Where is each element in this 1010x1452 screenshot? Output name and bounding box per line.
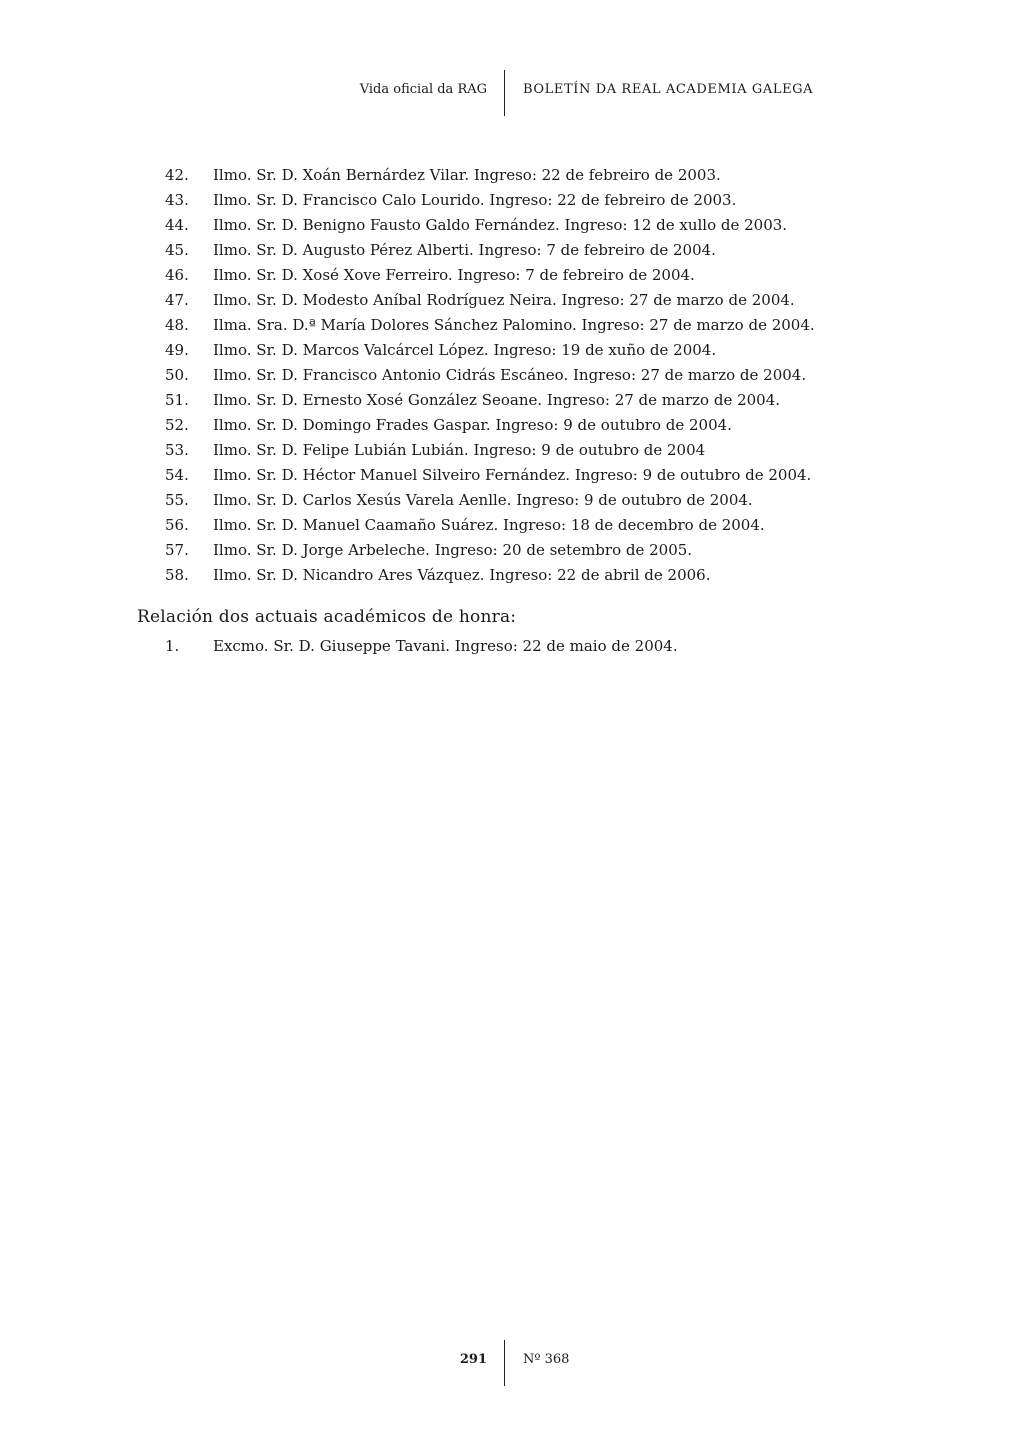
list-item [165, 634, 678, 659]
item-number: 46. [165, 266, 189, 284]
item-number: 42. [165, 166, 189, 184]
list-item [165, 213, 815, 238]
running-header-journal: BOLETÍN DA REAL ACADEMIA GALEGA [523, 82, 814, 97]
item-text: Ilmo. Sr. D. Felipe Lubián Lubián. Ingreso: 9 de outubro de 2004 [213, 441, 706, 459]
list-item [165, 288, 815, 313]
item-text: Ilmo. Sr. D. Xosé Xove Ferreiro. Ingreso: 7 de febreiro de 2004. [213, 266, 695, 284]
list-item [165, 538, 815, 563]
list-item [165, 438, 815, 463]
header-divider [504, 70, 505, 116]
section-heading-honra: Relación dos actuais académicos de honra: [137, 607, 517, 627]
item-text: Excmo. Sr. D. Giuseppe Tavani. Ingreso: 22 de maio de 2004. [213, 637, 678, 655]
item-number: 53. [165, 441, 189, 459]
item-number: 44. [165, 216, 189, 234]
item-number: 56. [165, 516, 189, 534]
list-item [165, 313, 815, 338]
item-number: 1. [165, 637, 180, 655]
footer-divider [504, 1340, 505, 1386]
item-number: 58. [165, 566, 189, 584]
list-item [165, 563, 815, 588]
list-item [165, 263, 815, 288]
item-text: Ilmo. Sr. D. Nicandro Ares Vázquez. Ingreso: 22 de abril de 2006. [213, 566, 711, 584]
item-text: Ilmo. Sr. D. Manuel Caamaño Suárez. Ingreso: 18 de decembro de 2004. [213, 516, 765, 534]
running-header-section: Vida oficial da RAG [359, 82, 487, 97]
item-number: 52. [165, 416, 189, 434]
item-number: 54. [165, 466, 189, 484]
item-text: Ilmo. Sr. D. Jorge Arbeleche. Ingreso: 20 de setembro de 2005. [213, 541, 693, 559]
list-item [165, 238, 815, 263]
item-text: Ilmo. Sr. D. Francisco Antonio Cidrás Escáneo. Ingreso: 27 de marzo de 2004. [213, 366, 807, 384]
item-text: Ilmo. Sr. D. Ernesto Xosé González Seoane. Ingreso: 27 de marzo de 2004. [213, 391, 781, 409]
item-number: 57. [165, 541, 189, 559]
item-number: 47. [165, 291, 189, 309]
list-item [165, 163, 815, 188]
item-text: Ilmo. Sr. D. Marcos Valcárcel López. Ingreso: 19 de xuño de 2004. [213, 341, 717, 359]
item-number: 51. [165, 391, 189, 409]
item-text: Ilmo. Sr. D. Héctor Manuel Silveiro Fernández. Ingreso: 9 de outubro de 2004. [213, 466, 812, 484]
list-item [165, 388, 815, 413]
list-item [165, 338, 815, 363]
list-item [165, 488, 815, 513]
item-number: 48. [165, 316, 189, 334]
list-item [165, 463, 815, 488]
list-item [165, 513, 815, 538]
list-item [165, 363, 815, 388]
item-number: 43. [165, 191, 189, 209]
item-text: Ilmo. Sr. D. Domingo Frades Gaspar. Ingreso: 9 de outubro de 2004. [213, 416, 732, 434]
list-item [165, 188, 815, 213]
item-number: 49. [165, 341, 189, 359]
item-text: Ilmo. Sr. D. Augusto Pérez Alberti. Ingreso: 7 de febreiro de 2004. [213, 241, 716, 259]
list-item [165, 413, 815, 438]
item-text: Ilmo. Sr. D. Modesto Aníbal Rodríguez Neira. Ingreso: 27 de marzo de 2004. [213, 291, 795, 309]
item-text: Ilmo. Sr. D. Benigno Fausto Galdo Fernández. Ingreso: 12 de xullo de 2003. [213, 216, 788, 234]
honorary-academicians-list [165, 634, 678, 659]
academicians-list [165, 163, 815, 588]
item-number: 50. [165, 366, 189, 384]
item-text: Ilma. Sra. D.ª María Dolores Sánchez Palomino. Ingreso: 27 de marzo de 2004. [213, 316, 815, 334]
page-number: 291 [459, 1352, 487, 1367]
issue-number: Nº 368 [523, 1352, 570, 1367]
item-text: Ilmo. Sr. D. Xoán Bernárdez Vilar. Ingreso: 22 de febreiro de 2003. [213, 166, 721, 184]
item-number: 55. [165, 491, 189, 509]
item-text: Ilmo. Sr. D. Carlos Xesús Varela Aenlle. Ingreso: 9 de outubro de 2004. [213, 491, 753, 509]
item-number: 45. [165, 241, 189, 259]
item-text: Ilmo. Sr. D. Francisco Calo Lourido. Ingreso: 22 de febreiro de 2003. [213, 191, 737, 209]
